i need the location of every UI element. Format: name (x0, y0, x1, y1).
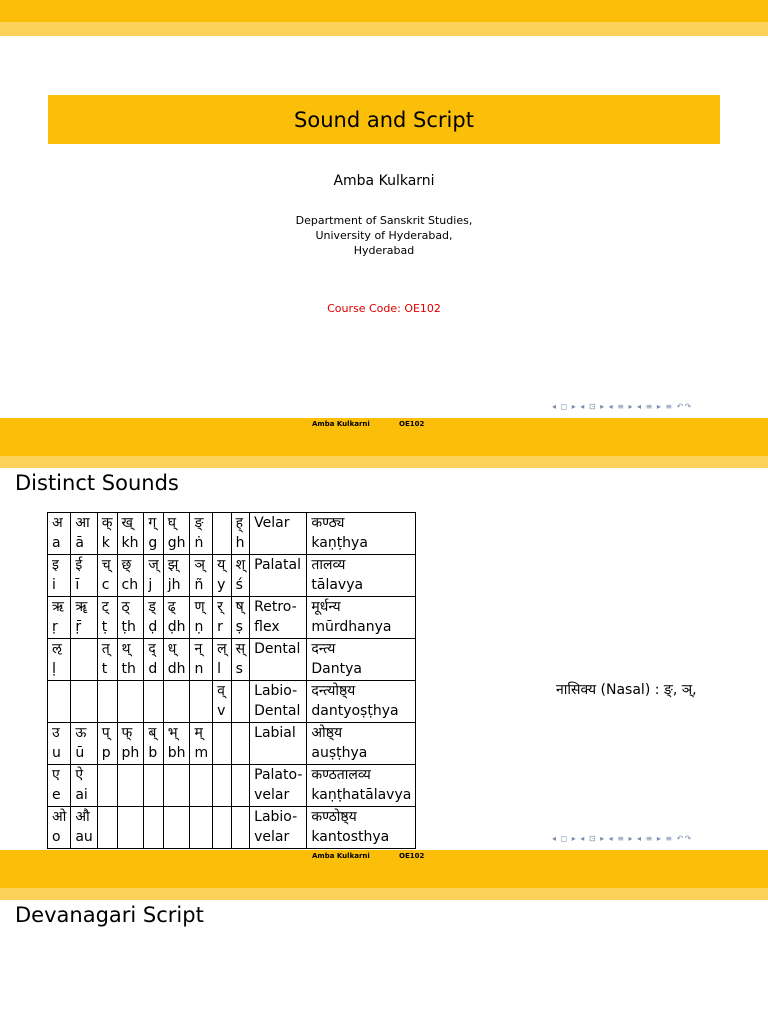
slide-footer (0, 418, 768, 430)
cell-secondary: Dantya (311, 661, 362, 677)
cell-secondary: r (217, 619, 223, 635)
table-cell (71, 597, 97, 639)
cell-primary: ण् (194, 599, 205, 615)
cell-primary: ज् (148, 557, 159, 573)
author-name: Amba Kulkarni (333, 173, 435, 189)
cell-primary: ऌ (52, 641, 62, 657)
cell-secondary: o (52, 829, 61, 845)
table-cell (250, 807, 307, 849)
cell-primary: य् (217, 557, 226, 573)
nasal-note: नासिक्य (Nasal) : ङ्, ञ्, (556, 682, 697, 698)
table-cell (71, 765, 97, 807)
cell-secondary: ch (121, 577, 139, 593)
table-cell (307, 513, 416, 555)
cell-secondary: kantosthya (311, 829, 390, 845)
table-cell (144, 513, 163, 555)
slide3-top-band-light (0, 888, 768, 900)
table-cell (163, 681, 190, 723)
cell-primary: र् (217, 599, 223, 615)
cell-primary: इ (52, 557, 59, 573)
cell-primary: त् (101, 641, 110, 657)
cell-primary: Retro- (254, 599, 297, 615)
cell-secondary: kaṇṭhatālavya (311, 787, 412, 803)
cell-secondary: kaṇṭhya (311, 535, 368, 551)
table-row (48, 639, 416, 681)
cell-primary: म् (194, 725, 203, 741)
cell-primary: कण्ठ्य (311, 515, 345, 531)
table-cell (144, 807, 163, 849)
table-cell (213, 807, 232, 849)
cell-secondary: ū (75, 745, 85, 761)
cell-primary: ध् (167, 641, 177, 657)
cell-primary: ओष्ठ्य (311, 725, 343, 741)
cell-primary: श् (235, 557, 246, 573)
table-cell (231, 765, 250, 807)
cell-secondary: th (121, 661, 136, 677)
table-row (48, 597, 416, 639)
cell-primary: व् (217, 683, 225, 699)
cell-primary: कण्ठोष्ठ्य (311, 809, 357, 825)
cell-primary: दन्त्योष्ठ्य (311, 683, 356, 699)
footer-code: OE102 (399, 852, 425, 860)
table-cell (144, 597, 163, 639)
cell-primary: ऋ (52, 599, 64, 615)
cell-secondary: gh (167, 535, 186, 551)
table-cell (163, 807, 190, 849)
cell-primary: तालव्य (311, 557, 346, 573)
table-cell (250, 765, 307, 807)
cell-primary: घ् (167, 515, 176, 531)
table-cell (190, 765, 213, 807)
table-cell (117, 513, 144, 555)
table-cell (117, 765, 144, 807)
table-cell (48, 513, 71, 555)
cell-secondary: ph (121, 745, 140, 761)
cell-primary: फ् (121, 725, 133, 741)
footer-author: Amba Kulkarni (312, 420, 370, 428)
cell-secondary: y (217, 577, 226, 593)
department-block (0, 213, 768, 258)
table-cell (97, 807, 117, 849)
table-cell (144, 765, 163, 807)
table-cell (117, 639, 144, 681)
cell-secondary: d (148, 661, 158, 677)
table-cell (48, 681, 71, 723)
table-cell (48, 597, 71, 639)
table-cell (231, 723, 250, 765)
cell-primary: ख् (121, 515, 133, 531)
cell-secondary: ñ (194, 577, 204, 593)
cell-secondary: p (101, 745, 111, 761)
table-cell (163, 765, 190, 807)
cell-secondary: g (148, 535, 158, 551)
table-cell (190, 681, 213, 723)
cell-secondary: a (52, 535, 61, 551)
cell-secondary: b (148, 745, 158, 761)
cell-primary: भ् (167, 725, 178, 741)
cell-secondary: ṭ (101, 619, 108, 635)
cell-secondary: e (52, 787, 61, 803)
table-cell (213, 555, 232, 597)
table-cell (48, 555, 71, 597)
table-cell (213, 597, 232, 639)
cell-primary: ई (75, 557, 83, 573)
table-cell (163, 555, 190, 597)
table-row (48, 765, 416, 807)
table-cell (48, 723, 71, 765)
cell-primary: ष् (235, 599, 244, 615)
cell-secondary: ḍh (167, 619, 186, 635)
cell-secondary: auṣṭhya (311, 745, 368, 761)
navigation-controls[interactable]: ◂ ◻ ▸ ◂ ⊡ ▸ ◂ ≡ ▸ ◂ ≡ ▸ ≡ ↶↷ (552, 402, 693, 411)
cell-secondary: l (217, 661, 221, 677)
cell-secondary: jh (167, 577, 181, 593)
table-cell (213, 639, 232, 681)
course-code: Course Code: OE102 (327, 302, 441, 315)
table-cell (117, 807, 144, 849)
table-cell (48, 807, 71, 849)
cell-primary: ड् (148, 599, 156, 615)
table-cell (144, 555, 163, 597)
table-cell (307, 765, 416, 807)
table-cell (163, 639, 190, 681)
cell-secondary: ai (75, 787, 88, 803)
cell-secondary: mūrdhanya (311, 619, 392, 635)
cell-primary: Dental (254, 641, 301, 657)
cell-secondary: kh (121, 535, 139, 551)
cell-primary: प् (101, 725, 110, 741)
table-cell (97, 597, 117, 639)
cell-secondary: ś (235, 577, 243, 593)
cell-secondary: m (194, 745, 209, 761)
cell-secondary: Dental (254, 703, 301, 719)
table-cell (307, 639, 416, 681)
cell-primary: ऊ (75, 725, 87, 741)
cell-primary: छ् (121, 557, 132, 573)
footer-author: Amba Kulkarni (312, 852, 370, 860)
table-cell (117, 723, 144, 765)
table-cell (97, 765, 117, 807)
cell-primary: ग् (148, 515, 157, 531)
table-cell (307, 723, 416, 765)
cell-secondary: v (217, 703, 226, 719)
cell-primary: ऐ (75, 767, 84, 783)
dept-line: Hyderabad (353, 244, 415, 257)
table-cell (307, 681, 416, 723)
slide-footer (0, 850, 768, 862)
table-row (48, 807, 416, 849)
cell-secondary: velar (254, 829, 290, 845)
table-cell (190, 723, 213, 765)
cell-primary: झ् (167, 557, 179, 573)
table-cell (250, 597, 307, 639)
cell-secondary: ī (75, 577, 80, 593)
cell-primary: ट् (101, 599, 109, 615)
cell-secondary: h (235, 535, 245, 551)
table-cell (307, 807, 416, 849)
table-cell (71, 555, 97, 597)
slide2-top-band-light (0, 456, 768, 468)
cell-primary: ॠ (75, 599, 88, 615)
table-cell (250, 513, 307, 555)
table-cell (250, 723, 307, 765)
table-row (48, 723, 416, 765)
table-row (48, 555, 416, 597)
top-header-band-light (0, 22, 768, 36)
table-cell (71, 723, 97, 765)
cell-secondary: dh (167, 661, 186, 677)
table-cell (307, 597, 416, 639)
table-cell (71, 513, 97, 555)
cell-primary: आ (75, 515, 90, 531)
cell-secondary: s (235, 661, 243, 677)
table-cell (250, 555, 307, 597)
table-cell (144, 639, 163, 681)
cell-primary: ब् (148, 725, 157, 741)
table-cell (163, 723, 190, 765)
cell-primary: Palatal (254, 557, 301, 573)
dept-line: University of Hyderabad, (315, 229, 453, 242)
cell-primary: Labio- (254, 809, 298, 825)
table-cell (71, 807, 97, 849)
cell-secondary: au (75, 829, 93, 845)
table-cell (97, 639, 117, 681)
cell-primary: ए (52, 767, 60, 783)
cell-secondary: velar (254, 787, 290, 803)
cell-secondary: flex (254, 619, 280, 635)
cell-primary: मूर्धन्य (311, 599, 341, 615)
table-cell (97, 723, 117, 765)
cell-primary: Palato- (254, 767, 303, 783)
table-cell (231, 681, 250, 723)
cell-primary: क् (101, 515, 113, 531)
cell-primary: Velar (254, 515, 290, 531)
table-cell (71, 681, 97, 723)
table-cell (250, 639, 307, 681)
cell-primary: Labial (254, 725, 296, 741)
table-cell (48, 639, 71, 681)
cell-primary: ह् (235, 515, 244, 531)
table-cell (48, 765, 71, 807)
cell-primary: औ (75, 809, 90, 825)
dept-line: Department of Sanskrit Studies, (295, 214, 473, 227)
sounds-table (47, 512, 416, 849)
table-cell (213, 723, 232, 765)
slide2-top-band (0, 430, 768, 456)
cell-primary: ल् (217, 641, 227, 657)
cell-primary: कण्ठतालव्य (311, 767, 371, 783)
table-cell (97, 513, 117, 555)
cell-primary: ढ् (167, 599, 176, 615)
table-cell (190, 807, 213, 849)
cell-secondary: ṅ (194, 535, 204, 551)
cell-primary: द् (148, 641, 156, 657)
table-cell (190, 555, 213, 597)
slide-title: Sound and Script (48, 95, 720, 144)
table-cell (231, 807, 250, 849)
table-cell (231, 597, 250, 639)
cell-secondary: c (101, 577, 110, 593)
table-cell (117, 681, 144, 723)
cell-secondary: ḷ (52, 661, 57, 677)
cell-secondary: ṝ (75, 619, 82, 635)
footer-code: OE102 (399, 420, 425, 428)
table-cell (97, 681, 117, 723)
cell-secondary: ṛ (52, 619, 58, 635)
cell-primary: ञ् (194, 557, 205, 573)
cell-primary: ङ् (194, 515, 204, 531)
cell-secondary: j (148, 577, 153, 593)
cell-secondary: tālavya (311, 577, 364, 593)
table-row (48, 681, 416, 723)
table-row (48, 513, 416, 555)
cell-secondary: bh (167, 745, 186, 761)
frame-title-devanagari-script: Devanagari Script (15, 903, 204, 927)
cell-primary: ठ् (121, 599, 130, 615)
cell-primary: न् (194, 641, 203, 657)
cell-secondary: n (194, 661, 204, 677)
table-cell (250, 681, 307, 723)
cell-primary: दन्त्य (311, 641, 336, 657)
cell-secondary: u (52, 745, 61, 761)
cell-secondary: ṇ (194, 619, 204, 635)
top-header-band (0, 0, 768, 22)
table-cell (190, 597, 213, 639)
table-cell (307, 555, 416, 597)
cell-secondary: ḍ (148, 619, 158, 635)
table-cell (144, 723, 163, 765)
cell-secondary: k (101, 535, 110, 551)
frame-title-distinct-sounds: Distinct Sounds (15, 471, 179, 495)
cell-primary: अ (52, 515, 63, 531)
table-cell (231, 555, 250, 597)
table-cell (190, 639, 213, 681)
cell-primary: स् (235, 641, 246, 657)
cell-primary: उ (52, 725, 60, 741)
table-cell (97, 555, 117, 597)
table-cell (213, 681, 232, 723)
cell-secondary: dantyoṣṭhya (311, 703, 399, 719)
cell-secondary: ṭh (121, 619, 136, 635)
table-cell (190, 513, 213, 555)
table-cell (117, 597, 144, 639)
cell-primary: Labio- (254, 683, 298, 699)
table-cell (163, 597, 190, 639)
table-cell (231, 513, 250, 555)
table-cell (213, 513, 232, 555)
table-cell (231, 639, 250, 681)
cell-primary: च् (101, 557, 111, 573)
table-cell (163, 513, 190, 555)
cell-secondary: ā (75, 535, 84, 551)
table-cell (144, 681, 163, 723)
cell-secondary: t (101, 661, 108, 677)
navigation-controls[interactable]: ◂ ◻ ▸ ◂ ⊡ ▸ ◂ ≡ ▸ ◂ ≡ ▸ ≡ ↶↷ (552, 834, 693, 843)
table-cell (213, 765, 232, 807)
cell-secondary: ṣ (235, 619, 243, 635)
cell-secondary: i (52, 577, 56, 593)
cell-primary: ओ (52, 809, 67, 825)
cell-primary: थ् (121, 641, 131, 657)
table-cell (117, 555, 144, 597)
slide3-top-band (0, 862, 768, 888)
table-cell (71, 639, 97, 681)
